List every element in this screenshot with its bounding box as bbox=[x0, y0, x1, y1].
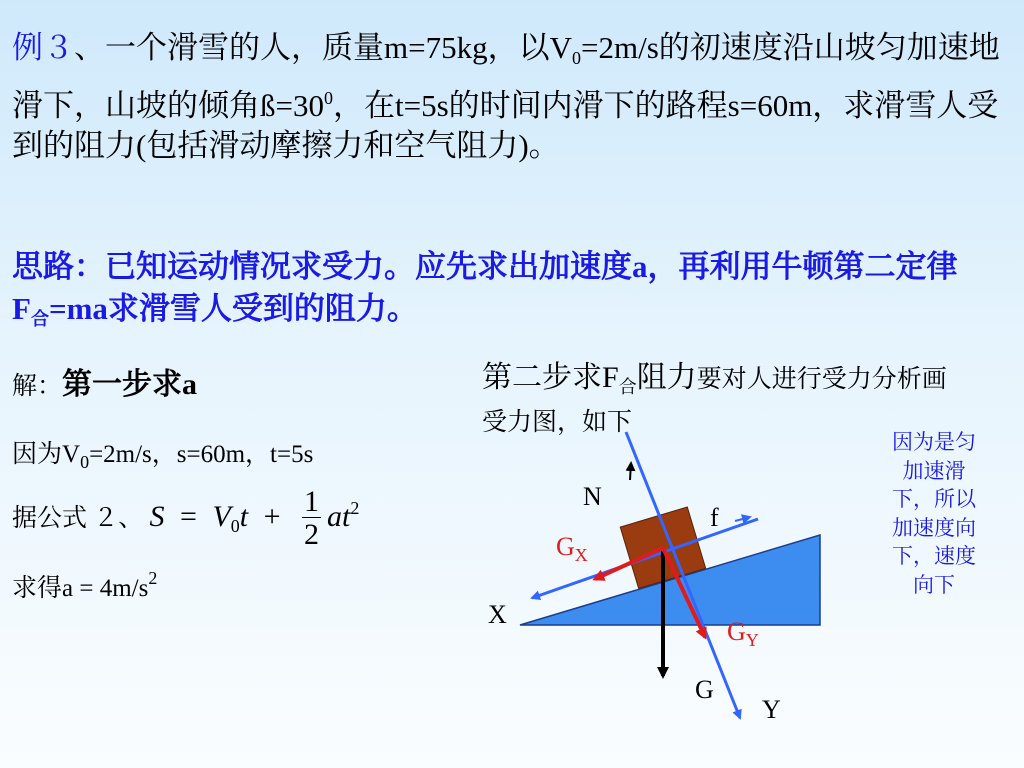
kinematics-formula: $S = V_0t$ + $\frac{1}{2}$ $at^2$ bbox=[149, 484, 360, 551]
label-gy: $G_Y$ bbox=[727, 617, 759, 650]
given-values: 因为$V_0=2m/s$，s=60m，t=5s bbox=[12, 441, 314, 472]
label-gx: $G_X$ bbox=[556, 532, 588, 565]
formula-line: 据公式 ２、 $S = V_0t$ + $\frac{1}{2}$ $at^2$ bbox=[12, 484, 360, 551]
side-note: 因为是匀加速滑下，所以加速度向下，速度向下 bbox=[892, 430, 976, 597]
fraction-half: $\frac{1}{2}$ bbox=[304, 484, 320, 551]
thinking-text: 思路：已知运动情况求受力。应先求出加速度a，再利用牛顿第二定律$F_合=ma$求滑雪人受到的阻力。 bbox=[12, 249, 958, 329]
label-y: Y bbox=[762, 695, 781, 724]
force-diagram bbox=[480, 420, 880, 760]
example-label: 例３ bbox=[12, 30, 74, 65]
label-x: X bbox=[488, 600, 507, 629]
solution-step1-heading: 解：第一步求a bbox=[12, 368, 198, 401]
label-g: G bbox=[695, 675, 714, 704]
problem-text: 例３、一个滑雪的人，质量m=75kg，以$V_0=2m/s$的初速度沿山坡匀加速地滑下，山坡的倾角$ß=30^0$，在t=5s的时间内滑下的路程s=60m，求滑雪人受到的阻力(包括滑动摩擦力和空气阻力)。 bbox=[12, 30, 1000, 163]
result-acceleration: 求得$a = 4m/s^2$ bbox=[12, 568, 158, 602]
label-n: N bbox=[583, 482, 602, 511]
normal-force-arrow bbox=[630, 463, 631, 480]
friction-arrow bbox=[735, 517, 750, 521]
label-f: f bbox=[710, 503, 719, 532]
step2-text: 第二步求$F_合$阻力要对人进行受力分析画受力图，如下 bbox=[482, 361, 947, 436]
